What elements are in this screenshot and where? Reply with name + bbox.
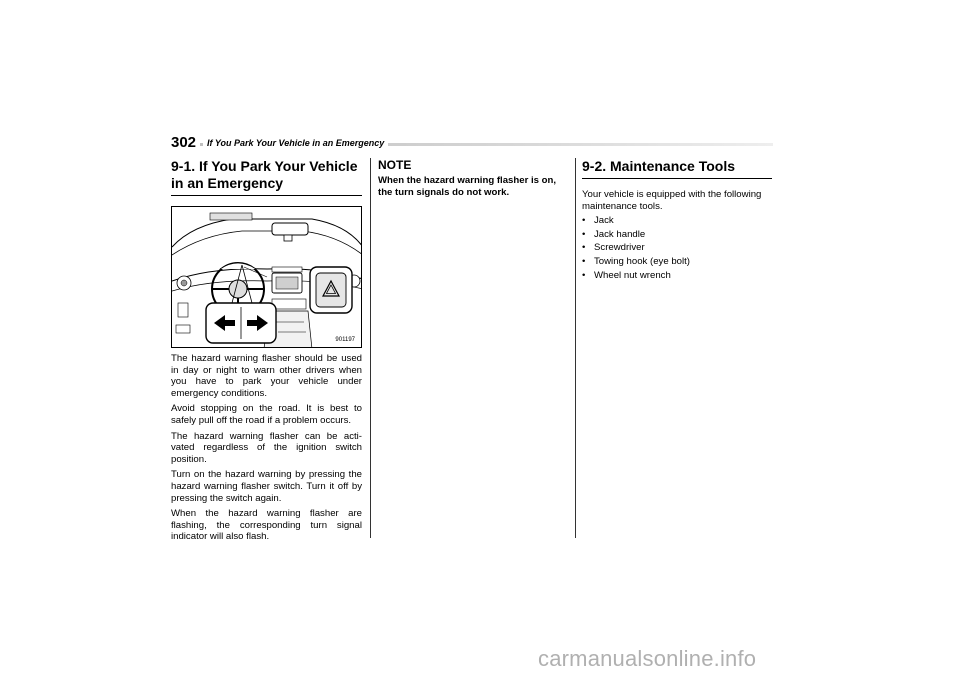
section-heading-tools: 9-2. Maintenance Tools: [582, 158, 772, 179]
page-header: [171, 134, 773, 152]
tools-list: [582, 214, 772, 282]
paragraph-4: Turn on the hazard warning by pressing the hazard warning flasher switch. Turn it off by pressing the switch again.: [171, 469, 362, 504]
paragraph-5: When the hazard warning flasher are flashing, the corresponding turn signal indicator will also flash.: [171, 508, 362, 543]
note-text: When the hazard warning flasher is on, the turn signals do not work.: [378, 175, 557, 198]
list-item: [582, 269, 772, 283]
tool-label: Jack: [594, 215, 614, 227]
tool-label: Towing hook (eye bolt): [594, 255, 690, 267]
column-divider-1: [370, 158, 371, 538]
list-item: [582, 214, 772, 228]
paragraph-1: The hazard warning flasher should be used in day or night to warn other drivers when you have to park your vehicle under emergency conditions.: [171, 353, 362, 399]
paragraph-3: The hazard warning flasher can be acti-vated regardless of the ignition switch position.: [171, 430, 362, 465]
bullet-icon: •: [582, 242, 586, 254]
tool-label: Screwdriver: [594, 242, 645, 254]
note-box: [378, 158, 568, 198]
section-hazard-warning: [171, 158, 362, 543]
section-maintenance-tools: [582, 158, 772, 282]
bullet-icon: •: [582, 215, 586, 227]
section-heading-hazard: 9-1. If You Park Your Vehicle in an Emergency: [171, 158, 362, 196]
watermark: carmanualsonline.info: [538, 646, 757, 671]
page-number: 302: [171, 134, 200, 151]
bullet-icon: •: [582, 228, 586, 240]
tool-label: Jack handle: [594, 228, 646, 240]
bullet-icon: •: [582, 269, 586, 281]
tool-label: Wheel nut wrench: [594, 269, 671, 281]
paragraph-2: Avoid stopping on the road. It is best to safely pull off the road if a problem occurs.: [171, 403, 362, 426]
tools-intro: Your vehicle is equipped with the following maintenance tools.: [582, 189, 762, 212]
figure-code: 901197: [335, 337, 355, 343]
bullet-icon: •: [582, 255, 586, 267]
note-title: NOTE: [378, 158, 412, 172]
hazard-switch-illustration: [171, 206, 362, 348]
dashboard-drawing: [172, 207, 362, 348]
column-divider-2: [575, 158, 576, 538]
list-item: [582, 255, 772, 269]
running-title: If You Park Your Vehicle in an Emergency: [203, 137, 388, 149]
list-item: [582, 241, 772, 255]
list-item: [582, 228, 772, 242]
